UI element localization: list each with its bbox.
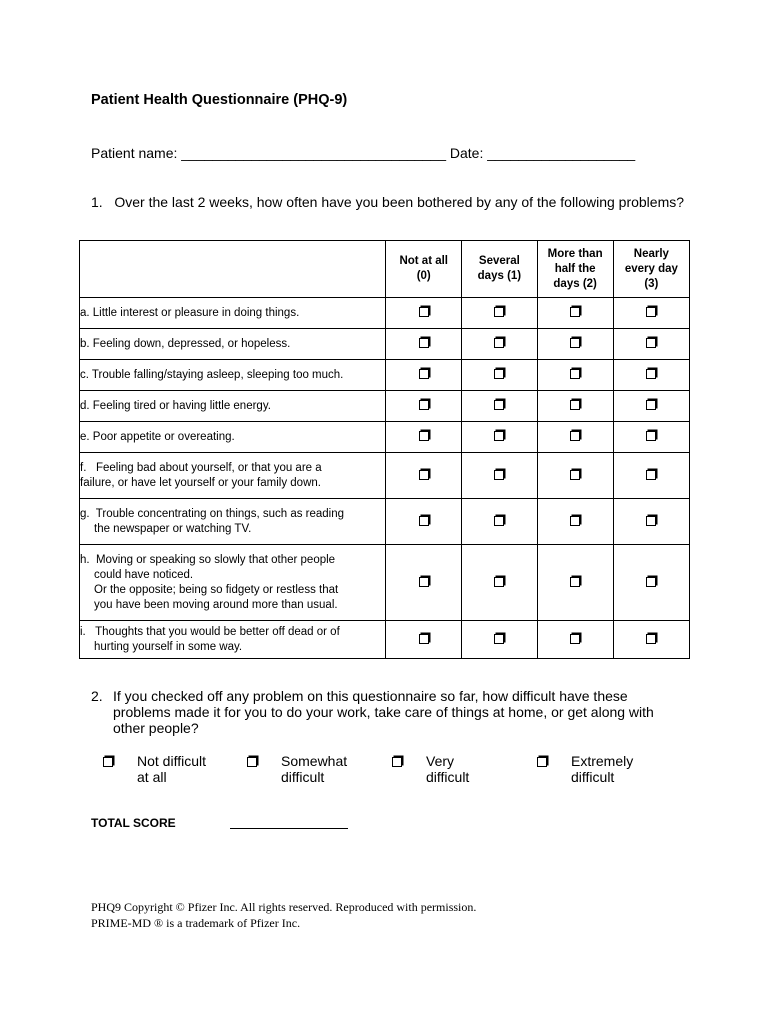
- checkbox-icon[interactable]: [570, 516, 580, 526]
- checkbox-icon[interactable]: [570, 577, 580, 587]
- response-cell[interactable]: [613, 621, 689, 659]
- trademark-line: PRIME-MD ® is a trademark of Pfizer Inc.: [91, 916, 301, 930]
- symptom-label: [80, 298, 386, 329]
- table-row: [80, 545, 690, 621]
- checkbox-icon[interactable]: [392, 757, 402, 767]
- copyright-footer: [91, 899, 476, 931]
- total-score-label: TOTAL SCORE: [91, 816, 176, 830]
- checkbox-icon[interactable]: [247, 757, 257, 767]
- symptom-text: h. Moving or speaking so slowly that other people: [80, 553, 336, 566]
- checkbox-icon[interactable]: [419, 577, 429, 587]
- checkbox-icon[interactable]: [419, 369, 429, 379]
- response-cell[interactable]: [613, 298, 689, 329]
- symptom-label: [80, 453, 386, 499]
- response-cell[interactable]: [613, 391, 689, 422]
- checkbox-icon[interactable]: [494, 431, 504, 441]
- response-cell[interactable]: [386, 329, 462, 360]
- option-label: Extremely difficult: [571, 753, 634, 785]
- response-cell[interactable]: [537, 545, 613, 621]
- table-row: [80, 298, 690, 329]
- response-cell[interactable]: [386, 360, 462, 391]
- checkbox-icon[interactable]: [419, 470, 429, 480]
- symptom-text: g. Trouble concentrating on things, such as reading: [80, 507, 345, 520]
- checkbox-icon[interactable]: [646, 307, 656, 317]
- checkbox-icon[interactable]: [537, 757, 547, 767]
- symptom-label: [80, 499, 386, 545]
- checkbox-icon[interactable]: [570, 470, 580, 480]
- checkbox-icon[interactable]: [570, 634, 580, 644]
- table-row: [80, 391, 690, 422]
- response-cell[interactable]: [537, 329, 613, 360]
- symptom-text: d. Feeling tired or having little energy.: [80, 399, 271, 412]
- symptom-text: a. Little interest or pleasure in doing things.: [80, 306, 300, 319]
- checkbox-icon[interactable]: [419, 400, 429, 410]
- response-cell[interactable]: [386, 298, 462, 329]
- table-body: [80, 298, 690, 659]
- checkbox-icon[interactable]: [570, 338, 580, 348]
- symptom-text-continued: the newspaper or watching TV.: [94, 522, 252, 535]
- response-cell[interactable]: [462, 621, 537, 659]
- checkbox-icon[interactable]: [570, 369, 580, 379]
- checkbox-icon[interactable]: [419, 516, 429, 526]
- response-cell[interactable]: [613, 545, 689, 621]
- symptom-text: c. Trouble falling/staying asleep, sleeping too much.: [80, 368, 344, 381]
- option-label: Very difficult: [426, 753, 470, 785]
- checkbox-icon[interactable]: [646, 634, 656, 644]
- response-cell[interactable]: [386, 422, 462, 453]
- response-cell[interactable]: [462, 298, 537, 329]
- checkbox-icon[interactable]: [494, 516, 504, 526]
- checkbox-icon[interactable]: [103, 757, 113, 767]
- response-cell[interactable]: [386, 453, 462, 499]
- symptom-text-continued: could have noticed.: [94, 568, 194, 581]
- response-cell[interactable]: [386, 545, 462, 621]
- symptom-label: [80, 360, 386, 391]
- symptom-text-continued: you have been moving around more than usual.: [94, 598, 338, 611]
- checkbox-icon[interactable]: [419, 338, 429, 348]
- response-cell[interactable]: [613, 422, 689, 453]
- header-item: [80, 241, 386, 298]
- checkbox-icon[interactable]: [494, 470, 504, 480]
- response-cell[interactable]: [537, 453, 613, 499]
- patient-date-line: Patient name: __________________________________ Date: ___________________: [91, 145, 636, 161]
- response-cell[interactable]: [537, 422, 613, 453]
- header-not-at-all: Not at all (0): [386, 241, 462, 298]
- response-cell[interactable]: [613, 329, 689, 360]
- response-cell[interactable]: [537, 360, 613, 391]
- header-more-than-half: More than half the days (2): [537, 241, 613, 298]
- checkbox-icon[interactable]: [494, 634, 504, 644]
- symptom-text: f. Feeling bad about yourself, or that you are a: [80, 461, 322, 474]
- checkbox-icon[interactable]: [570, 400, 580, 410]
- checkbox-icon[interactable]: [419, 431, 429, 441]
- table-row: [80, 453, 690, 499]
- question-1: 1. Over the last 2 weeks, how often have you been bothered by any of the following problems?: [91, 194, 685, 210]
- response-cell[interactable]: [386, 391, 462, 422]
- checkbox-icon[interactable]: [494, 338, 504, 348]
- table-row: [80, 422, 690, 453]
- symptom-text-continued: failure, or have let yourself or your family down.: [80, 476, 321, 489]
- table-row: [80, 360, 690, 391]
- checkbox-icon[interactable]: [646, 516, 656, 526]
- response-cell[interactable]: [613, 453, 689, 499]
- question-2-text: If you checked off any problem on this questionnaire so far, how difficult have these problems made it for you to do your work, take care of things at home, or get along with other people?: [113, 688, 654, 736]
- checkbox-icon[interactable]: [570, 307, 580, 317]
- response-cell[interactable]: [462, 499, 537, 545]
- response-cell[interactable]: [537, 621, 613, 659]
- checkbox-icon[interactable]: [494, 369, 504, 379]
- table-row: [80, 621, 690, 659]
- response-cell[interactable]: [537, 298, 613, 329]
- checkbox-icon[interactable]: [646, 431, 656, 441]
- response-cell[interactable]: [386, 621, 462, 659]
- response-cell[interactable]: [613, 360, 689, 391]
- symptom-label: [80, 422, 386, 453]
- option-label: Not difficult at all: [137, 753, 206, 785]
- header-nearly-every-day: Nearly every day (3): [613, 241, 689, 298]
- response-cell[interactable]: [537, 391, 613, 422]
- checkbox-icon[interactable]: [646, 369, 656, 379]
- checkbox-icon[interactable]: [646, 338, 656, 348]
- response-cell[interactable]: [462, 391, 537, 422]
- response-cell[interactable]: [462, 422, 537, 453]
- response-cell[interactable]: [462, 453, 537, 499]
- question-2-number: 2.: [91, 688, 103, 704]
- header-several-days: Several days (1): [462, 241, 537, 298]
- symptom-text: b. Feeling down, depressed, or hopeless.: [80, 337, 291, 350]
- checkbox-icon[interactable]: [646, 470, 656, 480]
- copyright-line: PHQ9 Copyright © Pfizer Inc. All rights reserved. Reproduced with permission.: [91, 900, 477, 914]
- table-row: [80, 499, 690, 545]
- page-title: Patient Health Questionnaire (PHQ-9): [91, 92, 348, 108]
- checkbox-icon[interactable]: [494, 307, 504, 317]
- symptom-text: e. Poor appetite or overeating.: [80, 430, 235, 443]
- response-cell[interactable]: [462, 360, 537, 391]
- symptom-label: [80, 329, 386, 360]
- response-cell[interactable]: [537, 499, 613, 545]
- symptom-text-continued: Or the opposite; being so fidgety or restless that: [94, 583, 339, 596]
- table-row: [80, 329, 690, 360]
- checkbox-icon[interactable]: [494, 400, 504, 410]
- checkbox-icon[interactable]: [646, 577, 656, 587]
- checkbox-icon[interactable]: [419, 634, 429, 644]
- checkbox-icon[interactable]: [570, 431, 580, 441]
- response-cell[interactable]: [462, 545, 537, 621]
- symptom-label: [80, 391, 386, 422]
- table-header-row: [80, 241, 690, 298]
- response-cell[interactable]: [613, 499, 689, 545]
- checkbox-icon[interactable]: [494, 577, 504, 587]
- symptom-label: [80, 545, 386, 621]
- checkbox-icon[interactable]: [646, 400, 656, 410]
- response-cell[interactable]: [386, 499, 462, 545]
- checkbox-icon[interactable]: [419, 307, 429, 317]
- phq9-table: [79, 240, 690, 659]
- total-score-field[interactable]: [230, 828, 348, 829]
- symptom-label: [80, 621, 386, 659]
- option-label: Somewhat difficult: [281, 753, 348, 785]
- response-cell[interactable]: [462, 329, 537, 360]
- symptom-text-continued: hurting yourself in some way.: [94, 640, 243, 653]
- symptom-text: i. Thoughts that you would be better off dead or of: [80, 625, 340, 638]
